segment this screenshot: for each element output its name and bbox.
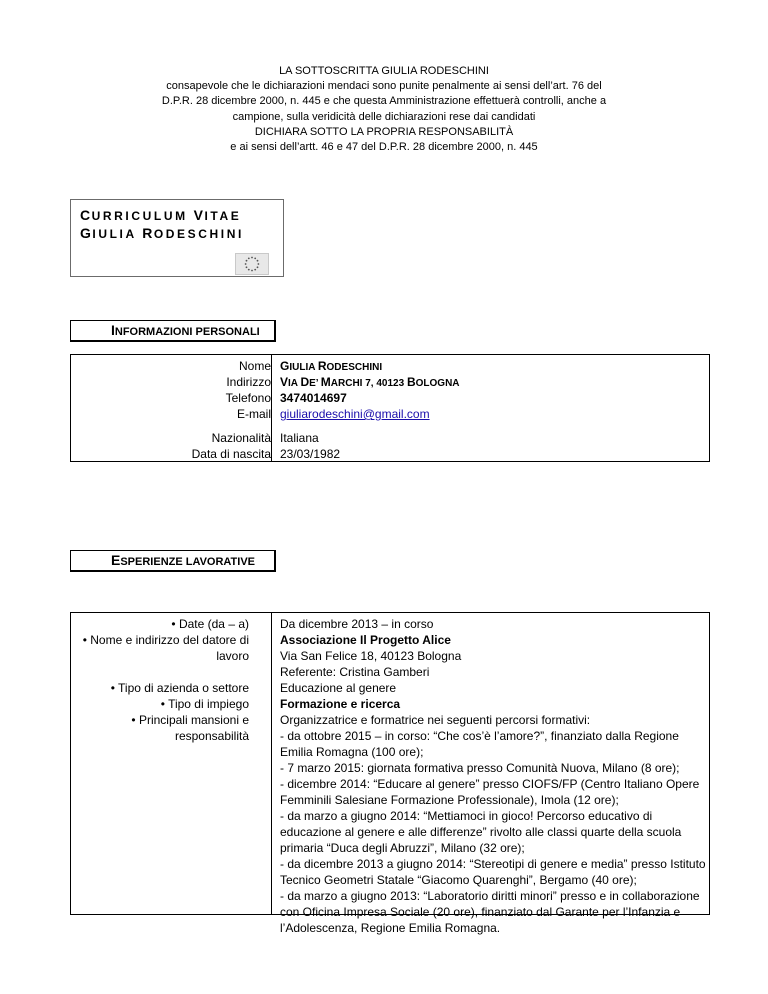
name-label: Nome	[238, 359, 271, 373]
cv-title-box	[70, 199, 284, 277]
name-initial: G	[280, 359, 290, 373]
heading-initial: E	[111, 552, 121, 568]
name-text: ODESCHINI	[326, 362, 383, 373]
declaration-line: consapevole che le dichiarazioni mendaci sono punite penalmente ai sensi dell’art. 76 del	[166, 80, 602, 93]
work-duty-line: - dicembre 2014: “Educare al genere” presso CIOFS/FP (Centro Italiano Opere	[280, 777, 700, 791]
email-link[interactable]: giuliarodeschini@gmail.com	[280, 407, 430, 421]
duties-label-cont: responsabilità	[174, 729, 249, 743]
birthdate-value: 23/03/1982	[280, 447, 341, 461]
work-referent: Referente: Cristina Gamberi	[280, 665, 430, 679]
cv-title-text: IULIA	[92, 227, 143, 241]
address-text: E’	[309, 378, 321, 389]
work-duty-line: Tecnico Geometri Statale “Giacomo Quarenghi”, Bergamo (40 ore);	[280, 873, 637, 887]
sector-label: • Tipo di azienda o settore	[110, 681, 249, 695]
address-label: Indirizzo	[226, 375, 271, 389]
column-divider	[271, 613, 272, 914]
declaration-line: campione, sulla veridicità delle dichiarazioni rese dai candidati	[232, 110, 536, 123]
declaration-line: e ai sensi dell’artt. 46 e 47 del D.P.R. 28 dicembre 2000, n. 445	[230, 141, 538, 154]
nationality-value: Italiana	[280, 431, 319, 445]
work-duty-line: l’Adolescenza, Regione Emilia Romagna.	[280, 921, 501, 935]
cv-title-text: ITAE	[204, 209, 242, 223]
work-sector: Educazione al genere	[280, 681, 397, 695]
address-initial: B	[406, 375, 416, 389]
work-employer: Associazione Il Progetto Alice	[280, 633, 451, 647]
work-duty-line: primaria “Duca degli Abruzzi”, Milano (32 ore);	[280, 841, 525, 855]
declaration-line: D.P.R. 28 dicembre 2000, n. 445 e che questa Amministrazione effettuerà controlli, anche a	[161, 95, 607, 108]
cv-title-text: URRICULUM	[91, 209, 194, 223]
address-initial: V	[280, 375, 289, 389]
work-duty-line: - 7 marzo 2015: giornata formativa presso Comunità Nuova, Milano (8 ore);	[280, 761, 680, 775]
dates-label: • Date (da – a)	[171, 617, 249, 631]
employer-label: • Nome e indirizzo del datore di	[82, 633, 249, 647]
eu-flag-icon	[235, 253, 269, 275]
heading-text: SPERIENZE LAVORATIVE	[120, 556, 256, 568]
phone-label: Telefono	[225, 391, 271, 405]
work-duty-line: Femminili Salesiane Formazione Professionale), Imola (12 ore);	[280, 793, 619, 807]
nationality-label: Nazionalità	[211, 431, 271, 445]
work-duty-line: - da dicembre 2013 a giugno 2014: “Stereotipi di genere e media” presso Istituto	[280, 857, 706, 871]
address-text: ARCHI 7, 40123	[330, 378, 407, 389]
work-duty-line: - da marzo a giugno 2014: “Mettiamoci in gioco! Percorso educativo di	[280, 809, 653, 823]
phone-value: 3474014697	[280, 391, 347, 405]
employer-label-cont: lavoro	[216, 649, 249, 663]
personal-info-heading	[70, 320, 276, 342]
job-type-label: • Tipo di impiego	[160, 697, 249, 711]
work-duty-line: Organizzatrice e formatrice nei seguenti percorsi formativi:	[280, 713, 591, 727]
declaration-line: DICHIARA SOTTO LA PROPRIA RESPONSABILITÀ	[254, 125, 514, 138]
cv-title-line-1	[80, 207, 244, 225]
duties-label: • Principali mansioni e	[131, 713, 249, 727]
name-initial: R	[317, 359, 327, 373]
declaration-block	[0, 64, 768, 155]
email-label: E-mail	[236, 407, 271, 421]
work-dates: Da dicembre 2013 – in corso	[280, 617, 434, 631]
work-duty-line: - da ottobre 2015 – in corso: “Che cos’è l’amore?”, finanziato dalla Regione	[280, 729, 679, 743]
cv-title-initial: G	[80, 225, 93, 241]
address-initial: M	[320, 375, 331, 389]
cv-title-text: ODESCHINI	[153, 227, 244, 241]
cv-title-initial: C	[80, 207, 92, 223]
heading-text: NFORMAZIONI PERSONALI	[114, 326, 260, 338]
work-address: Via San Felice 18, 40123 Bologna	[280, 649, 462, 663]
address-text: OLOGNA	[415, 378, 460, 389]
address-text: IA	[288, 378, 301, 389]
cv-title-initial: R	[142, 225, 154, 241]
cv-title-line-2	[80, 225, 244, 243]
work-duty-line: educazione al genere e alle differenze” rivolto alle classi quarte della scuola	[280, 825, 682, 839]
work-duty-line: con Oficina Impresa Sociale (20 ore), finanziato dal Garante per l’Infanzia e	[280, 905, 681, 919]
email-link-wrapper	[280, 406, 430, 422]
address-initial: D	[300, 375, 310, 389]
birthdate-label: Data di nascita	[191, 447, 271, 461]
personal-info-table	[70, 354, 710, 462]
work-experience-heading	[70, 550, 276, 572]
column-divider	[271, 355, 272, 461]
work-duty-line: - da marzo a giugno 2013: “Laboratorio diritti minori” presso e in collaborazione	[280, 889, 700, 903]
cv-title	[80, 207, 244, 243]
cv-title-initial: V	[193, 207, 205, 223]
work-entry	[280, 616, 706, 936]
heading-initial: I	[111, 322, 115, 338]
work-experience-table	[70, 612, 710, 935]
declaration-line: LA SOTTOSCRITTA GIULIA RODESCHINI	[279, 65, 489, 77]
name-text: IULIA	[289, 362, 318, 373]
work-job-type: Formazione e ricerca	[280, 697, 401, 711]
work-duty-line: Emilia Romagna (100 ore);	[280, 745, 424, 759]
eu-stars-icon	[236, 254, 268, 274]
